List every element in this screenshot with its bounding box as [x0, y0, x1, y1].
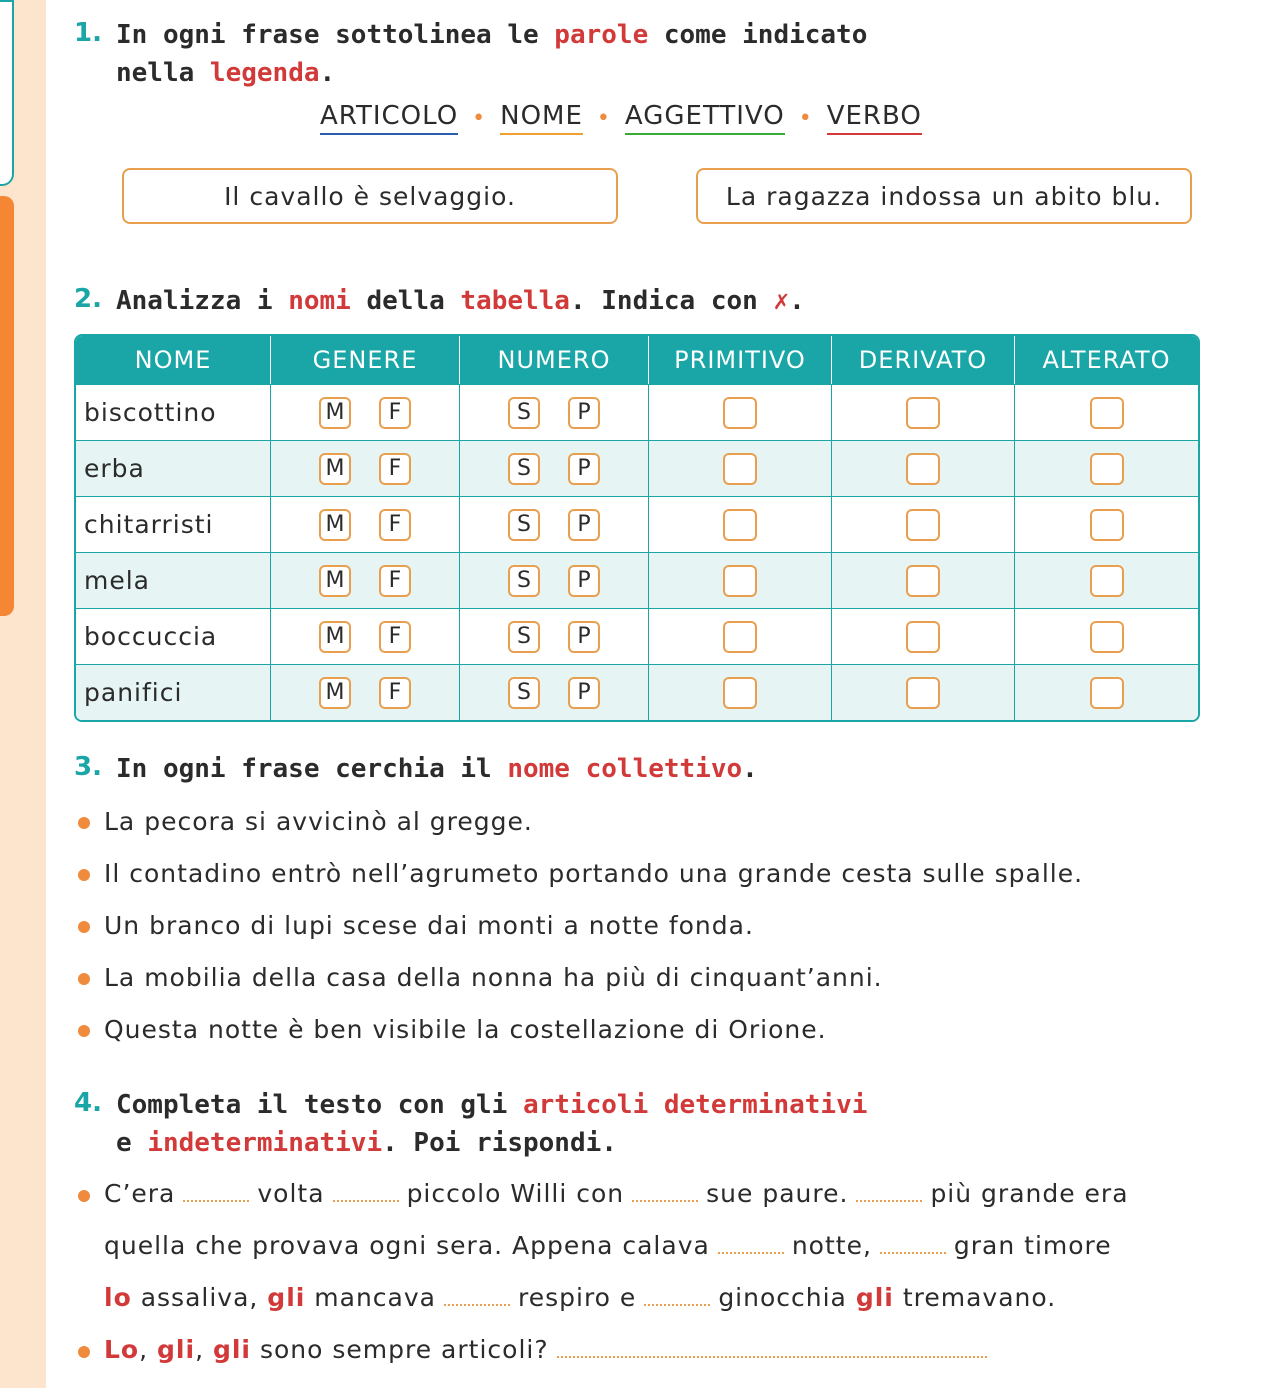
gender-m-option[interactable]: M	[319, 677, 351, 709]
derivato-checkbox[interactable]	[906, 509, 940, 541]
bullet	[78, 921, 90, 933]
blank-6[interactable]	[880, 1246, 946, 1254]
table-row	[76, 496, 1198, 552]
blank-7[interactable]	[444, 1298, 510, 1306]
bullet	[78, 817, 90, 829]
gender-f-option[interactable]: F	[379, 509, 411, 541]
teal-page-tab	[0, 0, 14, 186]
derivato-checkbox[interactable]	[906, 621, 940, 653]
primitivo-checkbox[interactable]	[723, 621, 757, 653]
cloze-line-2: quella che provava ogni sera. Appena calava notte, gran timore	[104, 1231, 1112, 1260]
gender-m-option[interactable]: M	[319, 509, 351, 541]
alterato-checkbox[interactable]	[1090, 453, 1124, 485]
exercise-1-title-line1: In ogni frase sottolinea le parole come indicato	[116, 20, 868, 50]
number-s-option[interactable]: S	[508, 453, 540, 485]
legend-aggettivo: AGGETTIVO	[625, 101, 785, 135]
exercise-4-title-line1: Completa il testo con gli articoli determinativi	[116, 1090, 868, 1120]
primitivo-checkbox[interactable]	[723, 509, 757, 541]
exercise-4-number: 4.	[74, 1088, 102, 1118]
header-primitivo: PRIMITIVO	[648, 336, 831, 384]
sentence-box-1[interactable]: Il cavallo è selvaggio.	[122, 168, 618, 224]
gender-m-option[interactable]: M	[319, 453, 351, 485]
number-s-option[interactable]: S	[508, 397, 540, 429]
header-nome: NOME	[76, 336, 270, 384]
collective-sentence-2[interactable]: Il contadino entrò nell’agrumeto portando una grande cesta sulle spalle.	[104, 859, 1084, 888]
number-p-option[interactable]: P	[568, 621, 600, 653]
bullet	[78, 869, 90, 881]
blank-2[interactable]	[333, 1194, 399, 1202]
exercise-1-title-line2: nella legenda.	[116, 58, 336, 88]
header-derivato: DERIVATO	[831, 336, 1014, 384]
number-p-option[interactable]: P	[568, 565, 600, 597]
number-s-option[interactable]: S	[508, 621, 540, 653]
primitivo-checkbox[interactable]	[723, 397, 757, 429]
blank-5[interactable]	[718, 1246, 784, 1254]
alterato-checkbox[interactable]	[1090, 397, 1124, 429]
exercise-3-number: 3.	[74, 752, 102, 782]
gender-f-option[interactable]: F	[379, 565, 411, 597]
primitivo-checkbox[interactable]	[723, 565, 757, 597]
blank-4[interactable]	[856, 1194, 922, 1202]
alterato-checkbox[interactable]	[1090, 565, 1124, 597]
derivato-checkbox[interactable]	[906, 397, 940, 429]
number-p-option[interactable]: P	[568, 509, 600, 541]
collective-sentence-3[interactable]: Un branco di lupi scese dai monti a notte fonda.	[104, 911, 754, 940]
gender-f-option[interactable]: F	[379, 397, 411, 429]
number-s-option[interactable]: S	[508, 509, 540, 541]
sentence-box-2[interactable]: La ragazza indossa un abito blu.	[696, 168, 1192, 224]
noun-cell: mela	[76, 552, 270, 608]
table-row	[76, 552, 1198, 608]
alterato-checkbox[interactable]	[1090, 509, 1124, 541]
number-p-option[interactable]: P	[568, 397, 600, 429]
gender-m-option[interactable]: M	[319, 565, 351, 597]
exercise-2-title: Analizza i nomi della tabella. Indica con ✗.	[116, 286, 805, 316]
blank-1[interactable]	[183, 1194, 249, 1202]
header-numero: NUMERO	[459, 336, 648, 384]
table-row	[76, 440, 1198, 496]
noun-cell: chitarristi	[76, 496, 270, 552]
number-s-option[interactable]: S	[508, 677, 540, 709]
primitivo-checkbox[interactable]	[723, 677, 757, 709]
derivato-checkbox[interactable]	[906, 565, 940, 597]
legend-dot: •	[596, 105, 611, 131]
cloze-line-1: C’era volta piccolo Willi con sue paure. più grande era	[104, 1179, 1129, 1208]
legend-dot: •	[472, 105, 487, 131]
gender-m-option[interactable]: M	[319, 621, 351, 653]
bullet	[78, 1025, 90, 1037]
noun-cell: boccuccia	[76, 608, 270, 664]
nouns-table	[74, 334, 1200, 722]
header-genere: GENERE	[270, 336, 459, 384]
number-p-option[interactable]: P	[568, 453, 600, 485]
collective-sentence-1[interactable]: La pecora si avvicinò al gregge.	[104, 807, 533, 836]
legend-verbo: VERBO	[827, 101, 922, 135]
bullet	[78, 973, 90, 985]
question-line: Lo, gli, gli sono sempre articoli?	[104, 1332, 995, 1368]
cloze-line-3: lo assaliva, gli mancava respiro e ginocchia gli tremavano.	[104, 1283, 1057, 1312]
number-p-option[interactable]: P	[568, 677, 600, 709]
exercise-2-number: 2.	[74, 284, 102, 314]
alterato-checkbox[interactable]	[1090, 621, 1124, 653]
gender-m-option[interactable]: M	[319, 397, 351, 429]
blank-8[interactable]	[644, 1298, 710, 1306]
derivato-checkbox[interactable]	[906, 677, 940, 709]
bullet	[78, 1190, 90, 1202]
collective-sentence-5[interactable]: Questa notte è ben visibile la costellazione di Orione.	[104, 1015, 827, 1044]
exercise-3-title: In ogni frase cerchia il nome collettivo.	[116, 754, 758, 784]
primitivo-checkbox[interactable]	[723, 453, 757, 485]
noun-cell: biscottino	[76, 384, 270, 440]
exercise-4-title-line2: e indeterminativi. Poi rispondi.	[116, 1128, 617, 1158]
alterato-checkbox[interactable]	[1090, 677, 1124, 709]
legend-articolo: ARTICOLO	[320, 101, 458, 135]
table-row	[76, 664, 1198, 720]
collective-sentence-4[interactable]: La mobilia della casa della nonna ha più di cinquant’anni.	[104, 963, 883, 992]
noun-cell: erba	[76, 440, 270, 496]
derivato-checkbox[interactable]	[906, 453, 940, 485]
header-alterato: ALTERATO	[1014, 336, 1198, 384]
blank-3[interactable]	[632, 1194, 698, 1202]
exercise-1-number: 1.	[74, 18, 102, 48]
bullet	[78, 1346, 90, 1358]
gender-f-option[interactable]: F	[379, 453, 411, 485]
gender-f-option[interactable]: F	[379, 621, 411, 653]
table-row	[76, 608, 1198, 664]
table-row	[76, 384, 1198, 440]
legend-dot: •	[798, 105, 813, 131]
number-s-option[interactable]: S	[508, 565, 540, 597]
answer-blank[interactable]	[557, 1350, 987, 1358]
noun-cell: panifici	[76, 664, 270, 720]
legend	[320, 98, 922, 138]
gender-f-option[interactable]: F	[379, 677, 411, 709]
legend-nome: NOME	[500, 101, 583, 135]
orange-page-tab	[0, 196, 14, 616]
